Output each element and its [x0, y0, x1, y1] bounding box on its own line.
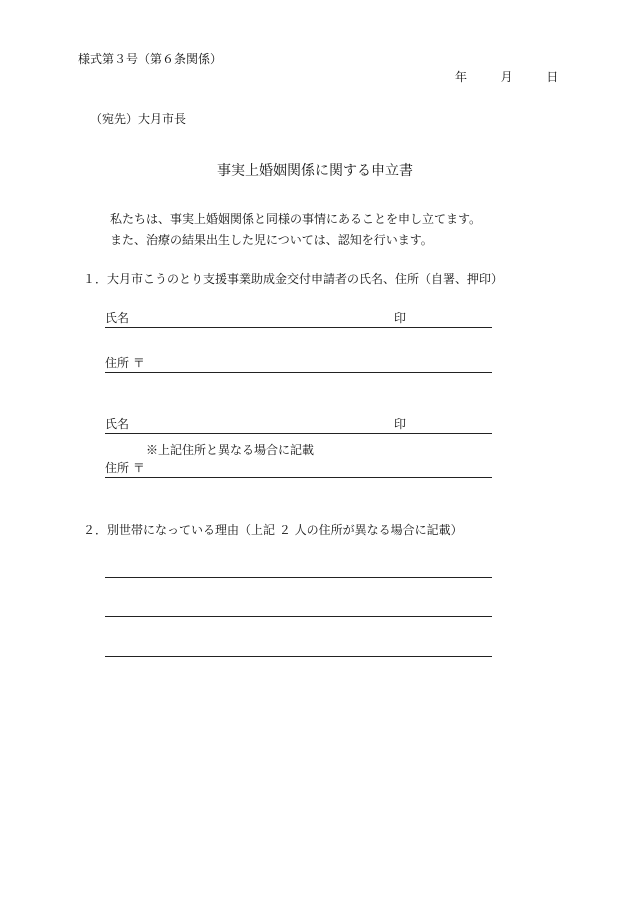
applicant1-address-field[interactable] [105, 356, 492, 373]
date-line [455, 68, 558, 85]
date-year-label: 年 [455, 70, 468, 84]
applicant2-seal-label: 印 [394, 417, 407, 431]
date-day-label: 日 [546, 70, 559, 84]
applicant2-address-note: ※上記住所と異なる場合に記載 [146, 443, 315, 457]
section-2-heading: ２．別世帯になっている理由（上記 ２ 人の住所が異なる場合に記載） [83, 523, 463, 537]
addressee: （宛先）大月市長 [90, 112, 187, 126]
applicant1-address-label: 住所 〒 [105, 356, 145, 370]
applicant2-address-label: 住所 〒 [105, 461, 145, 475]
document-title: 事実上婚姻関係に関する申立書 [217, 163, 413, 179]
section-1-heading: １．大月市こうのとり支援事業助成金交付申請者の氏名、住所（自署、押印） [83, 272, 504, 286]
form-number: 様式第３号（第６条関係） [78, 52, 223, 66]
applicant1-name-field[interactable] [105, 311, 492, 328]
applicant1-name-label: 氏名 [105, 311, 130, 325]
reason-line-2[interactable] [105, 616, 492, 617]
declaration-line-1: 私たちは、事実上婚姻関係と同様の事情にあることを申し立てます。 [110, 212, 482, 226]
declaration-line-2: また、治療の結果出生した児については、認知を行います。 [110, 233, 433, 247]
applicant2-name-label: 氏名 [105, 417, 130, 431]
date-month-label: 月 [500, 70, 513, 84]
applicant2-name-field[interactable] [105, 417, 492, 434]
reason-line-3[interactable] [105, 656, 492, 657]
reason-line-1[interactable] [105, 577, 492, 578]
applicant1-seal-label: 印 [394, 311, 407, 325]
applicant2-address-field[interactable] [105, 461, 492, 478]
